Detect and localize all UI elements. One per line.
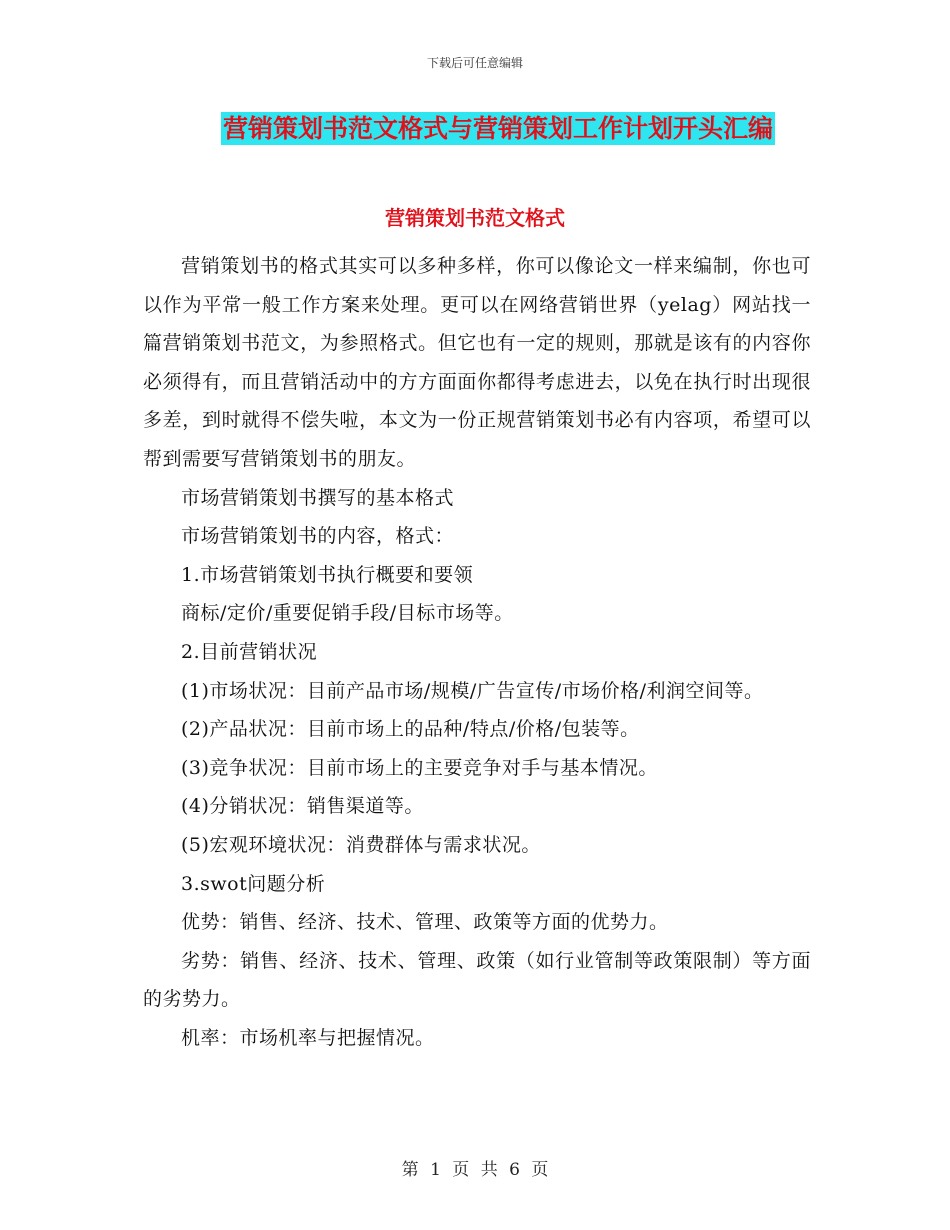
page-footer: 第 1 页 共 6 页	[401, 1160, 549, 1180]
paragraph: 劣势：销售、经济、技术、管理、政策（如行业管制等政策限制）等方面的劣势力。	[143, 949, 811, 1011]
paragraph: (5)宏观环境状况：消费群体与需求状况。	[181, 833, 541, 856]
document-title-container	[0, 112, 950, 145]
document-body	[143, 247, 811, 1057]
paragraph: 1.市场营销策划书执行概要和要领	[181, 563, 474, 586]
paragraph: 优势：销售、经济、技术、管理、政策等方面的优势力。	[181, 911, 669, 934]
paragraph: (2)产品状况：目前市场上的品种/特点/价格/包装等。	[181, 718, 640, 741]
paragraph-intro: 营销策划书的格式其实可以多种多样，你可以像论文一样来编制，你也可以作为平常一般工作方案来处理。更可以在网络营销世界（yelag）网站找一篇营销策划书范文，为参照格式。但它也有一定的规则，那就是该有的内容你必须得有，而且营销活动中的方方面面你都得考虑进去，以免在执行时出现很多差，到时就得不偿失啦，本文为一份正规营销策划书必有内容项，希望可以帮到需要写营销策划书的朋友。	[143, 255, 811, 470]
paragraph: 市场营销策划书的内容，格式：	[181, 525, 455, 548]
section-title: 营销策划书范文格式	[385, 206, 565, 230]
header-note: 下载后可任意编辑	[426, 56, 523, 70]
paragraph: 机率：市场机率与把握情况。	[181, 1026, 435, 1049]
paragraph: 3.swot问题分析	[181, 872, 326, 895]
document-title: 营销策划书范文格式与营销策划工作计划开头汇编	[222, 114, 773, 143]
paragraph: 2.目前营销状况	[181, 640, 318, 663]
paragraph: (4)分销状况：销售渠道等。	[181, 795, 424, 818]
paragraph: 市场营销策划书撰写的基本格式	[181, 486, 455, 509]
paragraph: (3)竞争状况：目前市场上的主要竞争对手与基本情况。	[181, 756, 658, 779]
paragraph: (1)市场状况：目前产品市场/规模/广告宣传/市场价格/利润空间等。	[181, 679, 764, 702]
paragraph: 商标/定价/重要促销手段/目标市场等。	[181, 602, 514, 625]
